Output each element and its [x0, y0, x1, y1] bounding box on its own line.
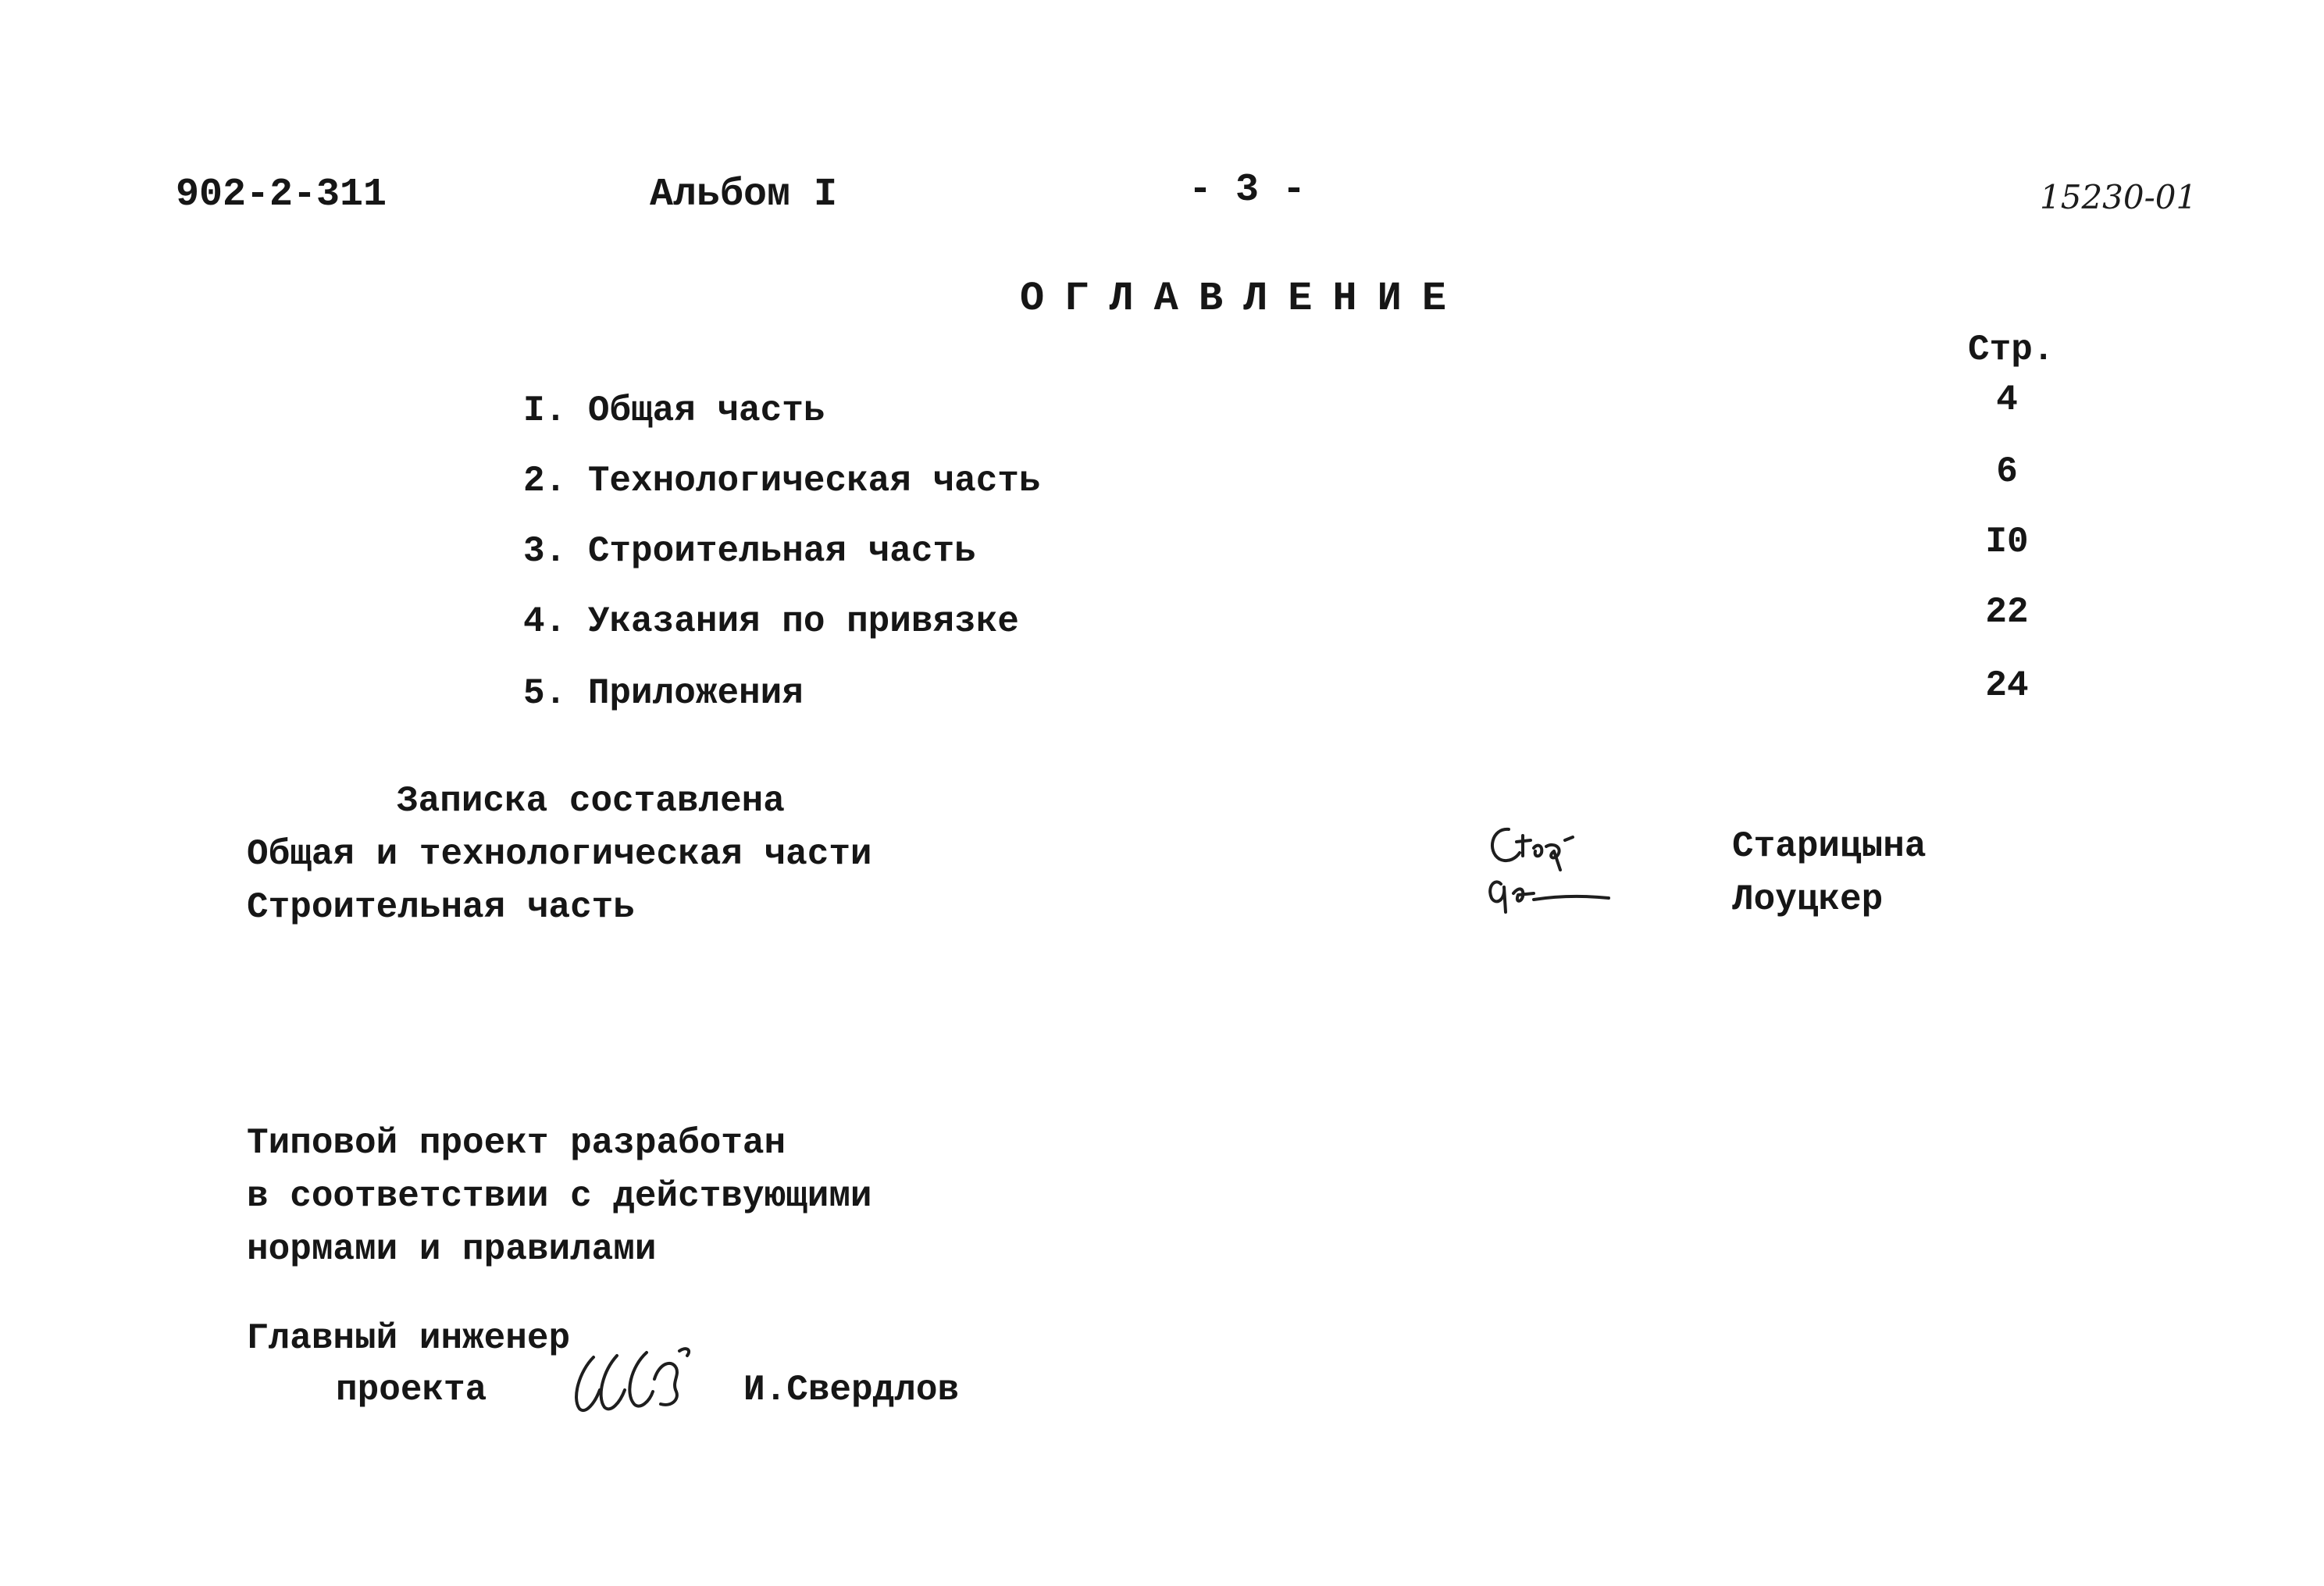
- author-name: Лоуцкер: [1732, 879, 1884, 920]
- compliance-line: нормами и правилами: [247, 1229, 657, 1270]
- toc-item-label: I. Общая часть: [523, 390, 825, 431]
- inventory-number: 15230-01: [2040, 178, 2197, 216]
- chief-engineer-name: И.Свердлов: [743, 1370, 960, 1410]
- chief-engineer-title: Главный инженер: [247, 1318, 571, 1359]
- chief-engineer-title-cont: проекта: [336, 1370, 487, 1410]
- toc-item-label: 4. Указания по привязке: [523, 601, 1019, 642]
- toc-item-label: 3. Строительная часть: [523, 531, 976, 572]
- toc-item: [523, 529, 1304, 573]
- author-name: Старицына: [1732, 826, 1927, 867]
- compliance-line: в соответствии с действующими: [247, 1176, 872, 1217]
- toc-item-label: 2. Технологическая часть: [523, 461, 1041, 501]
- toc-item: [523, 389, 1304, 433]
- authors-heading: Записка составлена: [397, 781, 785, 822]
- signature-starit: [1468, 812, 1624, 929]
- toc-item-page: 4: [1996, 380, 2018, 420]
- toc-item-page: 6: [1996, 451, 2018, 492]
- toc-item: [523, 600, 1304, 643]
- toc-item-page: 24: [1985, 665, 2029, 706]
- author-section: Строительная часть: [247, 887, 635, 928]
- page-column-label: Стр.: [1968, 330, 2055, 370]
- toc-title: ОГЛАВЛЕНИЕ: [1020, 276, 1467, 322]
- page-number: - 3 -: [1189, 168, 1306, 212]
- toc-item-label: 5. Приложения: [523, 673, 804, 714]
- author-section: Общая и технологическая части: [247, 834, 872, 875]
- signature-chief: [562, 1335, 734, 1421]
- toc-item: [523, 459, 1304, 503]
- compliance-line: Типовой проект разработан: [247, 1123, 786, 1164]
- toc-item-page: I0: [1985, 522, 2029, 562]
- doc-code: 902-2-311: [176, 173, 387, 217]
- toc-item-page: 22: [1985, 592, 2029, 633]
- toc-item: [523, 672, 1304, 715]
- album-label: Альбом I: [650, 173, 838, 217]
